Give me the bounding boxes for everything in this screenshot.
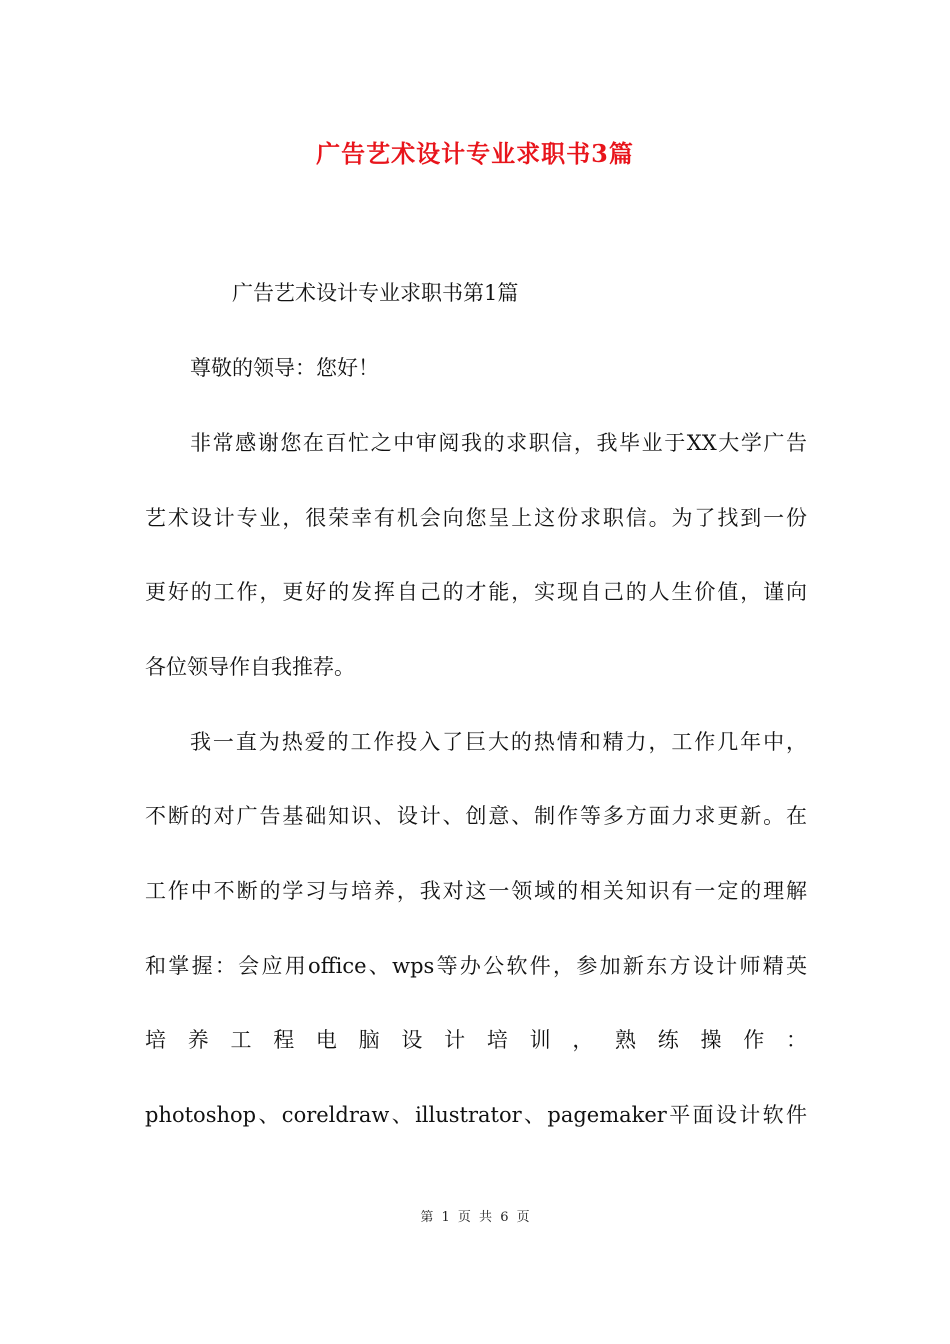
- page-number-footer: 第 1 页 共 6 页: [420, 1210, 530, 1225]
- paragraph-line: 不断的对广告基础知识、设计、创意、制作等多方面力求更新。在: [145, 804, 807, 828]
- salutation: 尊敬的领导：您好！: [190, 356, 379, 380]
- paragraph-line: 培 养 工 程 电 脑 设 计 培 训 ， 熟 练 操 作 ：: [145, 1028, 807, 1052]
- paragraph-line: 更好的工作，更好的发挥自己的才能，实现自己的人生价值，谨向: [145, 580, 807, 604]
- paragraph-line: photoshop、coreldraw、illustrator、pagemaker平面设计软件: [145, 1103, 807, 1127]
- paragraph-line: 工作中不断的学习与培养，我对这一领域的相关知识有一定的理解: [145, 879, 807, 903]
- paragraph-line: 和掌握：会应用office、wps等办公软件，参加新东方设计师精英: [145, 954, 807, 978]
- paragraph-line: 我一直为热爱的工作投入了巨大的热情和精力，工作几年中，: [190, 730, 807, 754]
- paragraph-line: 各位领导作自我推荐。: [145, 655, 355, 679]
- section-heading: 广告艺术设计专业求职书第1篇: [232, 281, 519, 305]
- document-title: 广告艺术设计专业求职书3篇: [316, 139, 634, 168]
- paragraph-line: 艺术设计专业，很荣幸有机会向您呈上这份求职信。为了找到一份: [145, 506, 807, 530]
- paragraph-line: 非常感谢您在百忙之中审阅我的求职信，我毕业于XX大学广告: [190, 431, 807, 455]
